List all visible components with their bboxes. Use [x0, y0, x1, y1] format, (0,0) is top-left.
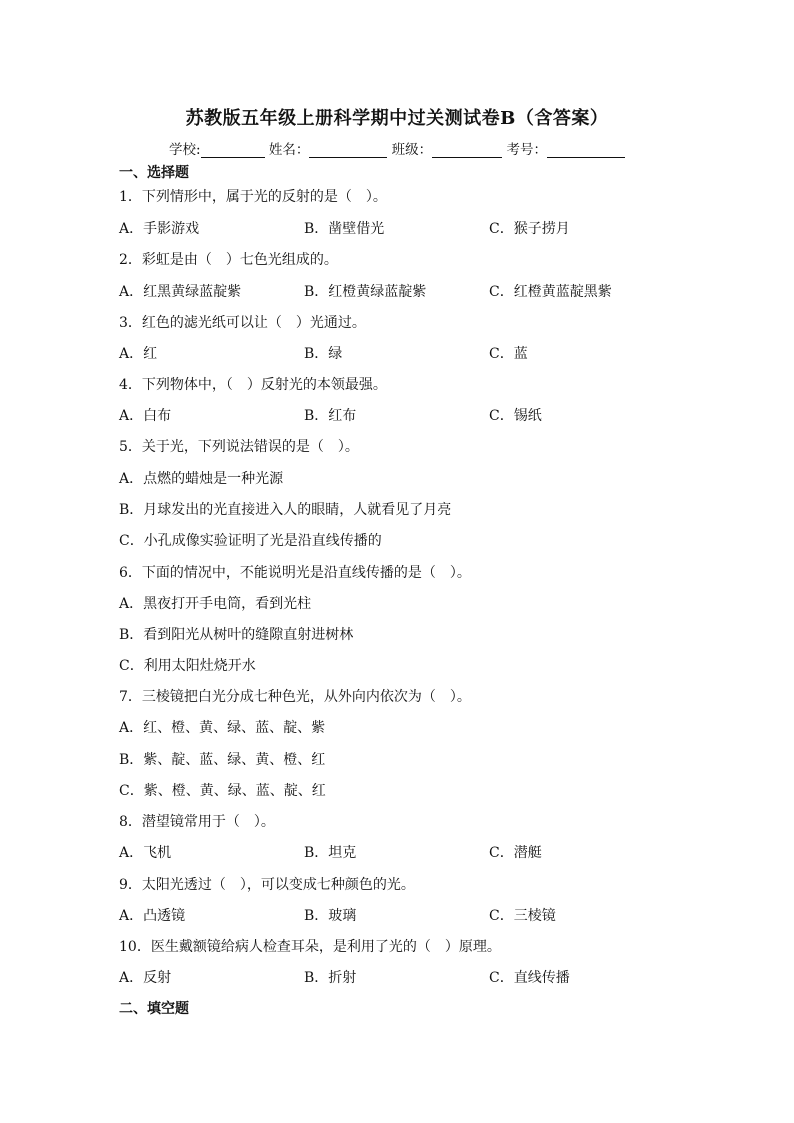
student-info-line — [0, 138, 794, 158]
option-c: C．潜艇 — [489, 845, 542, 861]
option-b: B．红布 — [304, 408, 357, 424]
school-blank[interactable] — [201, 143, 265, 158]
option-c: C．利用太阳灶烧开水 — [119, 658, 256, 674]
option-b: B．月球发出的光直接进入人的眼睛，人就看见了月亮 — [119, 502, 452, 518]
question-stem: 5．关于光，下列说法错误的是（ ）。 — [119, 439, 359, 455]
option-c: C．猴子捞月 — [489, 221, 570, 237]
question-stem: 10．医生戴额镜给病人检查耳朵，是利用了光的（ ）原理。 — [119, 939, 501, 955]
question-stem: 3．红色的滤光纸可以让（ ）光通过。 — [119, 315, 366, 331]
option-c: C．直线传播 — [489, 970, 570, 986]
option-b: B．凿壁借光 — [304, 221, 385, 237]
option-c: C．红橙黄蓝靛黑紫 — [489, 284, 612, 300]
option-b: B．坦克 — [304, 845, 357, 861]
option-a: A．黑夜打开手电筒，看到光柱 — [119, 596, 312, 612]
option-a: A．白布 — [119, 408, 172, 424]
option-b: B．绿 — [304, 346, 343, 362]
option-a: A．飞机 — [119, 845, 172, 861]
option-b: B．紫、靛、蓝、绿、黄、橙、红 — [119, 752, 326, 768]
exam-no-blank[interactable] — [547, 143, 625, 158]
option-a: A．凸透镜 — [119, 908, 186, 924]
section-heading-fill: 二、填空题 — [119, 1001, 189, 1017]
question-stem: 4．下列物体中，（ ）反射光的本领最强。 — [119, 377, 387, 393]
class-label: 班级： — [391, 142, 433, 158]
question-stem: 2．彩虹是由（ ）七色光组成的。 — [119, 252, 338, 268]
exam-no-label: 考号： — [506, 142, 547, 158]
page-title: 苏教版五年级上册科学期中过关测试卷B（含答案） — [185, 108, 609, 129]
question-stem: 7．三棱镜把白光分成七种色光，从外向内依次为（ ）。 — [119, 689, 471, 705]
name-blank[interactable] — [309, 143, 387, 158]
section-heading-choice: 一、选择题 — [119, 165, 189, 181]
option-a: A．反射 — [119, 970, 172, 986]
question-stem: 6．下面的情况中，不能说明光是沿直线传播的是（ ）。 — [119, 565, 471, 581]
question-stem: 8．潜望镜常用于（ ）。 — [119, 814, 275, 830]
question-stem: 1．下列情形中，属于光的反射的是（ ）。 — [119, 189, 387, 205]
option-b: B．折射 — [304, 970, 357, 986]
question-stem: 9．太阳光透过（ ），可以变成七种颜色的光。 — [119, 877, 415, 893]
option-b: B．看到阳光从树叶的缝隙直射进树林 — [119, 627, 354, 643]
option-c: C．紫、橙、黄、绿、蓝、靛、红 — [119, 783, 326, 799]
option-c: C．锡纸 — [489, 408, 542, 424]
option-c: C．小孔成像实验证明了光是沿直线传播的 — [119, 533, 382, 549]
name-label: 姓名： — [268, 142, 310, 158]
option-c: C．蓝 — [489, 346, 528, 362]
option-c: C．三棱镜 — [489, 908, 556, 924]
option-a: A．红 — [119, 346, 158, 362]
class-blank[interactable] — [432, 143, 502, 158]
option-a: A．红、橙、黄、绿、蓝、靛、紫 — [119, 720, 326, 736]
option-a: A．红黑黄绿蓝靛紫 — [119, 284, 242, 300]
option-b: B．玻璃 — [304, 908, 357, 924]
option-b: B．红橙黄绿蓝靛紫 — [304, 284, 427, 300]
option-a: A．点燃的蜡烛是一种光源 — [119, 471, 284, 487]
school-label: 学校: — [169, 142, 201, 158]
option-a: A．手影游戏 — [119, 221, 200, 237]
